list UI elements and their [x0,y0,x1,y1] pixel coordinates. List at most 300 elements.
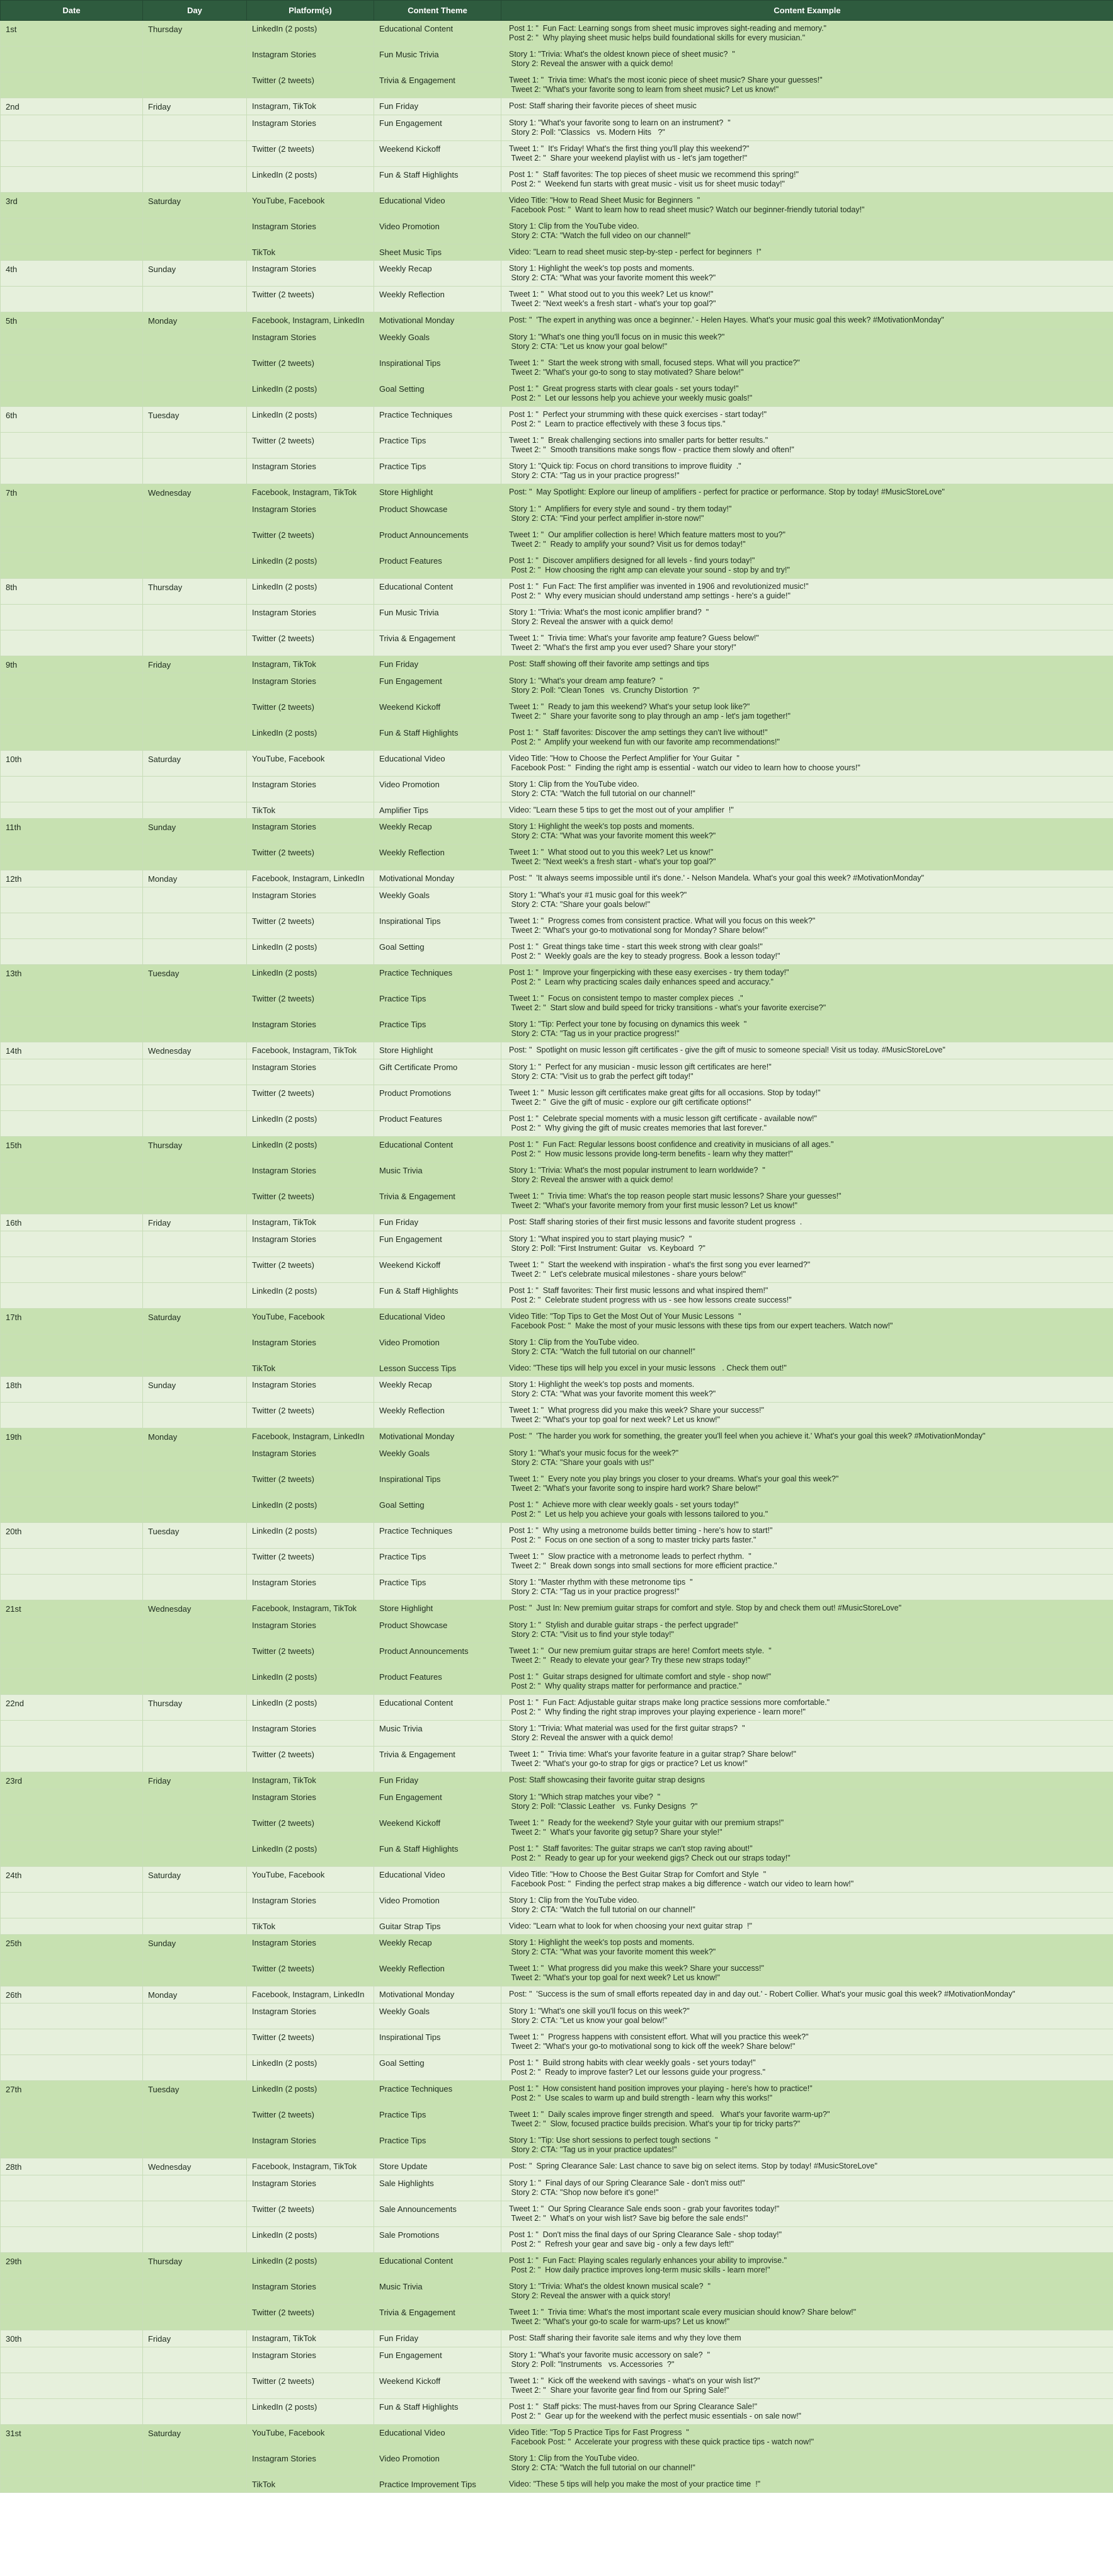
day-cell [143,1643,247,1669]
table-row [1,1935,1113,1961]
platform-cell: Twitter (2 tweets) [247,1549,374,1575]
day-cell [143,167,247,193]
platform-cell: Twitter (2 tweets) [247,527,374,553]
platform-cell: Facebook, Instagram, TikTok [247,2158,374,2175]
theme-cell: Product Showcase [374,1617,501,1643]
day-cell [143,2399,247,2425]
table-row [1,1059,1113,1085]
day-cell [143,777,247,802]
table-row [1,141,1113,167]
date-cell [1,1403,143,1428]
theme-cell: Weekly Recap [374,261,501,287]
theme-cell: Practice Tips [374,2107,501,2133]
date-cell [1,1017,143,1042]
platform-cell: Facebook, Instagram, LinkedIn [247,312,374,329]
example-cell: Post 1: " Fun Fact: Playing scales regularly enhances your ability to improvise." Post 2: " How daily practice improves long-term music skills - learn more!" [501,2253,1113,2279]
day-cell [143,1893,247,1918]
date-cell [1,2279,143,2305]
theme-cell: Fun Engagement [374,115,501,141]
date-cell: 27th [1,2081,143,2107]
example-cell: Tweet 1: " Trivia time: What's your favorite feature in a guitar strap? Share below!" Tweet 2: "What's your go-to strap for gigs or practice? Let us know!" [501,1747,1113,1772]
example-cell: Video: "Learn what to look for when choosing your next guitar strap !" [501,1918,1113,1935]
day-cell [143,2003,247,2029]
table-row [1,965,1113,991]
theme-cell: Practice Techniques [374,407,501,433]
theme-cell: Practice Tips [374,991,501,1017]
date-cell [1,887,143,913]
theme-cell: Educational Content [374,579,501,605]
theme-cell: Goal Setting [374,939,501,965]
platform-cell: Twitter (2 tweets) [247,845,374,870]
platform-cell: Facebook, Instagram, TikTok [247,1042,374,1059]
theme-cell: Practice Techniques [374,965,501,991]
day-cell [143,1163,247,1188]
platform-cell: LinkedIn (2 posts) [247,965,374,991]
date-cell [1,1918,143,1935]
date-cell [1,1445,143,1471]
theme-cell: Motivational Monday [374,1428,501,1445]
platform-cell: Instagram Stories [247,2347,374,2373]
table-row [1,244,1113,261]
header-date: Date [1,1,143,21]
table-row [1,630,1113,656]
example-cell: Post 1: " Staff favorites: The guitar straps we can't stop raving about!" Post 2: " Ready to gear up for your weekend gigs? Check out our straps today!" [501,1841,1113,1867]
theme-cell: Practice Tips [374,1549,501,1575]
date-cell [1,630,143,656]
example-cell: Story 1: "What's your dream amp feature? " Story 2: Poll: "Clean Tones vs. Crunchy Distortion ?" [501,673,1113,699]
day-cell [143,1231,247,1257]
theme-cell: Trivia & Engagement [374,1747,501,1772]
table-row [1,381,1113,407]
example-cell: Story 1: "Trivia: What's the oldest known piece of sheet music? " Story 2: Reveal the answer with a quick demo! [501,47,1113,72]
theme-cell: Fun Friday [374,656,501,673]
theme-cell: Video Promotion [374,1335,501,1360]
date-cell: 16th [1,1214,143,1231]
table-row [1,484,1113,501]
date-cell [1,501,143,527]
day-cell [143,1747,247,1772]
table-row [1,2373,1113,2399]
theme-cell: Practice Tips [374,2133,501,2158]
example-cell: Story 1: " Final days of our Spring Clearance Sale - don't miss out!" Story 2: CTA: "Shop now before it's gone!" [501,2175,1113,2201]
date-cell [1,244,143,261]
theme-cell: Educational Content [374,1695,501,1721]
table-row [1,1017,1113,1042]
example-cell: Video: "These tips will help you excel in your music lessons . Check them out!" [501,1360,1113,1377]
day-cell: Saturday [143,1309,247,1335]
platform-cell: Instagram Stories [247,1017,374,1042]
table-row [1,2347,1113,2373]
platform-cell: Twitter (2 tweets) [247,1471,374,1497]
date-cell [1,1360,143,1377]
theme-cell: Sale Promotions [374,2227,501,2253]
header-row [1,1,1113,21]
table-row [1,329,1113,355]
theme-cell: Inspirational Tips [374,355,501,381]
theme-cell: Fun Engagement [374,1789,501,1815]
date-cell [1,1815,143,1841]
day-cell [143,1445,247,1471]
date-cell [1,802,143,819]
platform-cell: LinkedIn (2 posts) [247,381,374,407]
example-cell: Tweet 1: " Start the week strong with small, focused steps. What will you practice?" Tweet 2: "What's your go-to song to stay motivated? Share below!" [501,355,1113,381]
example-cell: Post 1: " Staff favorites: Their first music lessons and what inspired them!" Post 2: " Celebrate student progress with us - see how lessons create success!" [501,1283,1113,1309]
example-cell: Tweet 1: " Ready to jam this weekend? What's your setup look like?" Tweet 2: " Share your favorite song to play through an amp - let's jam together!" [501,699,1113,725]
platform-cell: Instagram Stories [247,2003,374,2029]
example-cell: Story 1: Clip from the YouTube video. Story 2: CTA: "Watch the full video on our channel!" [501,219,1113,244]
theme-cell: Educational Video [374,2425,501,2451]
day-cell [143,2055,247,2081]
theme-cell: Weekend Kickoff [374,1257,501,1283]
table-row [1,1428,1113,1445]
date-cell [1,605,143,630]
day-cell: Thursday [143,2253,247,2279]
date-cell [1,167,143,193]
example-cell: Tweet 1: " What progress did you make this week? Share your success!" Tweet 2: "What's your top goal for next week? Let us know!" [501,1403,1113,1428]
day-cell [143,2201,247,2227]
day-cell [143,2279,247,2305]
example-cell: Tweet 1: " Every note you play brings you closer to your dreams. What's your goal this week?" Tweet 2: "What's your favorite song to inspire hard work? Share below!" [501,1471,1113,1497]
example-cell: Tweet 1: " Daily scales improve finger strength and speed. What's your favorite warm-up?" Tweet 2: " Slow, focused practice builds precision. What's your tip for tricky parts?" [501,2107,1113,2133]
day-cell [143,244,247,261]
table-row [1,1377,1113,1403]
day-cell [143,2305,247,2330]
day-cell [143,287,247,312]
table-row [1,1403,1113,1428]
example-cell: Tweet 1: " Music lesson gift certificates make great gifts for all occasions. Stop by today!" Tweet 2: " Give the gift of music - explore our gift certificate options!" [501,1085,1113,1111]
example-cell: Post 1: " Don't miss the final days of our Spring Clearance Sale - shop today!" Post 2: " Refresh your gear and save big - only a few days left!" [501,2227,1113,2253]
platform-cell: YouTube, Facebook [247,1309,374,1335]
platform-cell: TikTok [247,1918,374,1935]
example-cell: Tweet 1: " What stood out to you this week? Let us know!" Tweet 2: "Next week's a fresh start - what's your top goal?" [501,845,1113,870]
date-cell [1,433,143,459]
date-cell: 12th [1,870,143,887]
example-cell: Story 1: Highlight the week's top posts and moments. Story 2: CTA: "What was your favorite moment this week?" [501,1935,1113,1961]
date-cell: 23rd [1,1772,143,1789]
table-row [1,2107,1113,2133]
day-cell [143,1257,247,1283]
theme-cell: Product Features [374,1669,501,1695]
date-cell: 21st [1,1600,143,1617]
example-cell: Post 1: " Perfect your strumming with these quick exercises - start today!" Post 2: " Learn to practice effectively with these 3 focus tips." [501,407,1113,433]
platform-cell: Instagram Stories [247,819,374,845]
example-cell: Video Title: "Top 5 Practice Tips for Fast Progress " Facebook Post: " Accelerate your progress with these quick practice tips - watch now!" [501,2425,1113,2451]
day-cell [143,553,247,579]
day-cell [143,381,247,407]
date-cell [1,1085,143,1111]
theme-cell: Practice Tips [374,459,501,484]
example-cell: Tweet 1: " Our Spring Clearance Sale ends soon - grab your favorites today!" Tweet 2: " What's on your wish list? Save big before the sale ends!" [501,2201,1113,2227]
date-cell [1,1471,143,1497]
theme-cell: Fun & Staff Highlights [374,725,501,751]
platform-cell: Instagram Stories [247,1335,374,1360]
day-cell [143,1549,247,1575]
example-cell: Post: Staff sharing their favorite sale items and why they love them [501,2330,1113,2347]
platform-cell: Instagram Stories [247,1575,374,1600]
date-cell [1,553,143,579]
table-row [1,47,1113,72]
example-cell: Tweet 1: " Our new premium guitar straps are here! Comfort meets style. " Tweet 2: " Ready to elevate your gear? Try these new straps today!" [501,1643,1113,1669]
example-cell: Story 1: "What's one thing you'll focus on in music this week?" Story 2: CTA: "Let us know your goal below!" [501,329,1113,355]
example-cell: Tweet 1: " Progress comes from consistent practice. What will you focus on this week?" Tweet 2: "What's your go-to motivational song for Monday? Share below!" [501,913,1113,939]
date-cell [1,2227,143,2253]
platform-cell: Facebook, Instagram, LinkedIn [247,1986,374,2003]
day-cell [143,1961,247,1986]
theme-cell: Video Promotion [374,777,501,802]
platform-cell: Twitter (2 tweets) [247,72,374,98]
day-cell: Thursday [143,1695,247,1721]
date-cell [1,2347,143,2373]
date-cell [1,2476,143,2493]
platform-cell: Twitter (2 tweets) [247,630,374,656]
example-cell: Post: Staff showing off their favorite amp settings and tips [501,656,1113,673]
platform-cell: Twitter (2 tweets) [247,2373,374,2399]
platform-cell: LinkedIn (2 posts) [247,2081,374,2107]
date-cell [1,2175,143,2201]
day-cell [143,2175,247,2201]
day-cell [143,47,247,72]
day-cell [143,1617,247,1643]
header-platforms: Platform(s) [247,1,374,21]
example-cell: Post: " Spring Clearance Sale: Last chance to save big on select items. Stop by today! #MusicStoreLove" [501,2158,1113,2175]
platform-cell: Instagram, TikTok [247,1772,374,1789]
theme-cell: Weekly Goals [374,1445,501,1471]
date-cell [1,1059,143,1085]
theme-cell: Fun Friday [374,98,501,115]
day-cell: Saturday [143,1867,247,1893]
platform-cell: Instagram Stories [247,673,374,699]
date-cell: 17th [1,1309,143,1335]
example-cell: Story 1: Clip from the YouTube video. Story 2: CTA: "Watch the full tutorial on our channel!" [501,1335,1113,1360]
theme-cell: Sale Announcements [374,2201,501,2227]
date-cell: 13th [1,965,143,991]
date-cell: 11th [1,819,143,845]
example-cell: Story 1: "What's one skill you'll focus on this week?" Story 2: CTA: "Let us know your goal below!" [501,2003,1113,2029]
date-cell [1,913,143,939]
day-cell [143,1497,247,1523]
theme-cell: Educational Video [374,1309,501,1335]
table-row [1,1163,1113,1188]
example-cell: Video Title: "How to Read Sheet Music for Beginners " Facebook Post: " Want to learn how to read sheet music? Watch our beginner-friendly tutorial today!" [501,193,1113,219]
platform-cell: Twitter (2 tweets) [247,2029,374,2055]
day-cell: Tuesday [143,407,247,433]
date-cell [1,1283,143,1309]
theme-cell: Music Trivia [374,1721,501,1747]
day-cell: Wednesday [143,1042,247,1059]
theme-cell: Fun Engagement [374,1231,501,1257]
day-cell [143,501,247,527]
example-cell: Tweet 1: " Kick off the weekend with savings - what's on your wish list?" Tweet 2: " Share your favorite gear find from our Spring Sale!" [501,2373,1113,2399]
example-cell: Post 1: " Fun Fact: Learning songs from sheet music improves sight-reading and memory." Post 2: " Why playing sheet music helps build foundational skills for every musician." [501,21,1113,47]
platform-cell: LinkedIn (2 posts) [247,2253,374,2279]
date-cell [1,1575,143,1600]
day-cell [143,115,247,141]
date-cell [1,1893,143,1918]
day-cell: Saturday [143,193,247,219]
table-row [1,2399,1113,2425]
date-cell [1,329,143,355]
table-row [1,2451,1113,2476]
theme-cell: Fun Music Trivia [374,47,501,72]
platform-cell: Instagram, TikTok [247,98,374,115]
day-cell [143,845,247,870]
date-cell [1,1643,143,1669]
theme-cell: Fun & Staff Highlights [374,167,501,193]
theme-cell: Gift Certificate Promo [374,1059,501,1085]
theme-cell: Motivational Monday [374,870,501,887]
theme-cell: Fun & Staff Highlights [374,1841,501,1867]
day-cell [143,939,247,965]
platform-cell: Instagram Stories [247,2133,374,2158]
table-row [1,355,1113,381]
example-cell: Video Title: "How to Choose the Best Guitar Strap for Comfort and Style " Facebook Post: " Finding the perfect strap makes a big difference - watch our video to learn how!" [501,1867,1113,1893]
day-cell [143,2227,247,2253]
date-cell [1,1747,143,1772]
theme-cell: Trivia & Engagement [374,630,501,656]
example-cell: Story 1: "Trivia: What's the most popular instrument to learn worldwide? " Story 2: Reveal the answer with a quick demo! [501,1163,1113,1188]
theme-cell: Product Showcase [374,501,501,527]
theme-cell: Weekly Reflection [374,845,501,870]
example-cell: Post 1: " Achieve more with clear weekly goals - set yours today!" Post 2: " Let us help you achieve your goals with lessons tailored to you." [501,1497,1113,1523]
platform-cell: LinkedIn (2 posts) [247,553,374,579]
example-cell: Tweet 1: " Start the weekend with inspiration - what's the first song you ever learned?" Tweet 2: " Let's celebrate musical milestones - share yours below!" [501,1257,1113,1283]
example-cell: Post 1: " How consistent hand position improves your playing - here's how to practice!" Post 2: " Use scales to warm up and build strength - learn why this works!" [501,2081,1113,2107]
date-cell: 4th [1,261,143,287]
example-cell: Tweet 1: " It's Friday! What's the first thing you'll play this weekend?" Tweet 2: " Share your weekend playlist with us - let's jam together!" [501,141,1113,167]
date-cell [1,725,143,751]
date-cell [1,1721,143,1747]
example-cell: Video: "Learn these 5 tips to get the most out of your amplifier !" [501,802,1113,819]
platform-cell: LinkedIn (2 posts) [247,1523,374,1549]
day-cell [143,1017,247,1042]
example-cell: Story 1: "What inspired you to start playing music? " Story 2: Poll: "First Instrument: Guitar vs. Keyboard ?" [501,1231,1113,1257]
day-cell [143,1575,247,1600]
date-cell [1,939,143,965]
example-cell: Post 1: " Great things take time - start this week strong with clear goals!" Post 2: " Weekly goals are the key to steady progress. Book a lesson today!" [501,939,1113,965]
platform-cell: TikTok [247,244,374,261]
date-cell [1,527,143,553]
platform-cell: Instagram, TikTok [247,656,374,673]
table-row [1,1445,1113,1471]
date-cell [1,845,143,870]
table-row [1,501,1113,527]
table-row [1,2425,1113,2451]
platform-cell: LinkedIn (2 posts) [247,2227,374,2253]
day-cell: Thursday [143,1137,247,1163]
table-row [1,2253,1113,2279]
example-cell: Tweet 1: " Break challenging sections into smaller parts for better results." Tweet 2: " Smooth transitions make songs flow - practice them slowly and often!" [501,433,1113,459]
table-body [1,21,1113,2493]
platform-cell: Instagram Stories [247,115,374,141]
day-cell [143,219,247,244]
platform-cell: Twitter (2 tweets) [247,1403,374,1428]
day-cell [143,630,247,656]
table-row [1,579,1113,605]
example-cell: Story 1: Clip from the YouTube video. Story 2: CTA: "Watch the full tutorial on our channel!" [501,2451,1113,2476]
platform-cell: LinkedIn (2 posts) [247,1497,374,1523]
example-cell: Story 1: "Which strap matches your vibe? " Story 2: Poll: "Classic Leather vs. Funky Designs ?" [501,1789,1113,1815]
example-cell: Post 1: " Fun Fact: The first amplifier was invented in 1906 and revolutionized music!" Post 2: " Why every musician should understand amp settings - here's a guide!" [501,579,1113,605]
theme-cell: Educational Content [374,2253,501,2279]
platform-cell: LinkedIn (2 posts) [247,407,374,433]
date-cell [1,459,143,484]
table-row [1,673,1113,699]
platform-cell: Twitter (2 tweets) [247,2201,374,2227]
date-cell: 25th [1,1935,143,1961]
theme-cell: Fun & Staff Highlights [374,1283,501,1309]
date-cell [1,1335,143,1360]
day-cell [143,1841,247,1867]
day-cell: Monday [143,1986,247,2003]
table-row [1,72,1113,98]
date-cell [1,141,143,167]
day-cell [143,459,247,484]
table-row [1,1961,1113,1986]
table-row [1,2279,1113,2305]
day-cell [143,2373,247,2399]
date-cell: 20th [1,1523,143,1549]
example-cell: Post 1: " Why using a metronome builds better timing - here's how to start!" Post 2: " Focus on one section of a song to master tricky parts faster." [501,1523,1113,1549]
table-row [1,725,1113,751]
table-row [1,1721,1113,1747]
theme-cell: Educational Video [374,751,501,777]
example-cell: Story 1: Clip from the YouTube video. Story 2: CTA: "Watch the full tutorial on our channel!" [501,1893,1113,1918]
theme-cell: Product Announcements [374,1643,501,1669]
table-row [1,1137,1113,1163]
example-cell: Story 1: " Perfect for any musician - music lesson gift certificates are here!" Story 2: CTA: "Visit us to grab the perfect gift today!" [501,1059,1113,1085]
platform-cell: Twitter (2 tweets) [247,287,374,312]
table-row [1,1309,1113,1335]
example-cell: Post 1: " Fun Fact: Adjustable guitar straps make long practice sessions more comfortable." Post 2: " Why finding the right strap improves your playing experience - learn more!" [501,1695,1113,1721]
day-cell [143,1283,247,1309]
theme-cell: Practice Tips [374,1575,501,1600]
date-cell [1,287,143,312]
theme-cell: Video Promotion [374,2451,501,2476]
day-cell [143,1403,247,1428]
date-cell [1,2305,143,2330]
theme-cell: Weekend Kickoff [374,2373,501,2399]
example-cell: Story 1: "Tip: Use short sessions to perfect tough sections " Story 2: CTA: "Tag us in your practice updates!" [501,2133,1113,2158]
platform-cell: LinkedIn (2 posts) [247,939,374,965]
day-cell [143,2451,247,2476]
example-cell: Story 1: "Tip: Perfect your tone by focusing on dynamics this week " Story 2: CTA: "Tag us in your practice progress!" [501,1017,1113,1042]
theme-cell: Fun Friday [374,1214,501,1231]
day-cell [143,527,247,553]
table-row [1,193,1113,219]
example-cell: Post 1: " Fun Fact: Regular lessons boost confidence and creativity in musicians of all ages." Post 2: " How music lessons provide long-term benefits - learn why they matter!" [501,1137,1113,1163]
table-row [1,433,1113,459]
table-row [1,2158,1113,2175]
table-row [1,939,1113,965]
table-row [1,802,1113,819]
header-content-theme: Content Theme [374,1,501,21]
table-row [1,1497,1113,1523]
theme-cell: Practice Improvement Tips [374,2476,501,2493]
platform-cell: Twitter (2 tweets) [247,433,374,459]
date-cell [1,2055,143,2081]
table-row [1,1643,1113,1669]
table-row [1,1600,1113,1617]
table-row [1,887,1113,913]
platform-cell: Facebook, Instagram, TikTok [247,1600,374,1617]
example-cell: Story 1: Highlight the week's top posts and moments. Story 2: CTA: "What was your favorite moment this week?" [501,261,1113,287]
day-cell [143,72,247,98]
table-row [1,553,1113,579]
theme-cell: Video Promotion [374,219,501,244]
table-row [1,1335,1113,1360]
example-cell: Post 1: " Celebrate special moments with a music lesson gift certificate - available now!" Post 2: " Why giving the gift of music creates memories that last forever." [501,1111,1113,1137]
platform-cell: LinkedIn (2 posts) [247,1111,374,1137]
